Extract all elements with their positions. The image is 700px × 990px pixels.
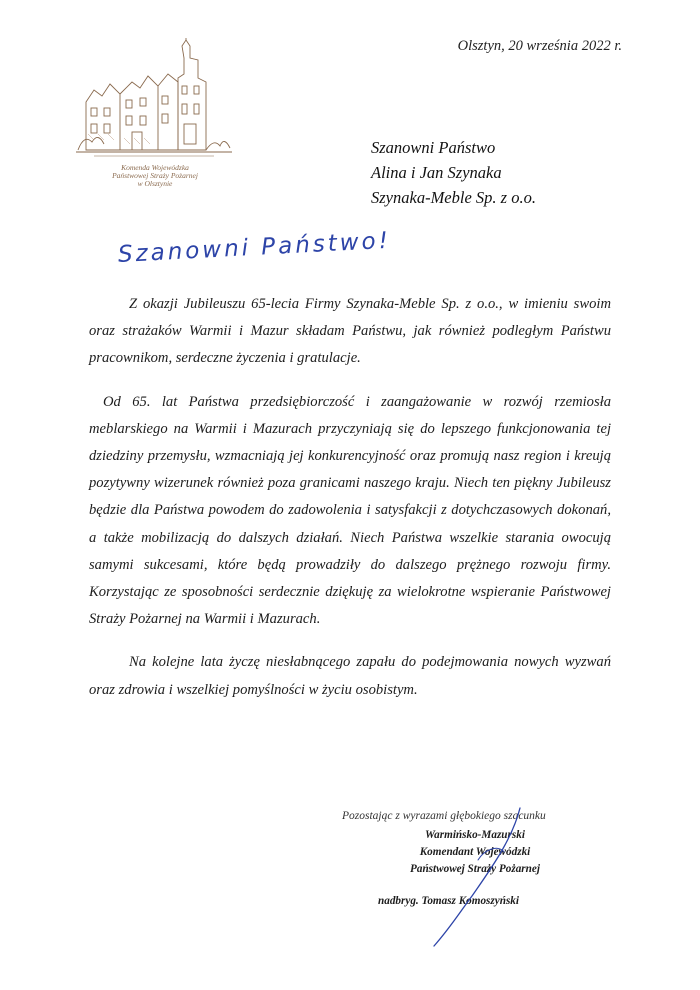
letter-date: Olsztyn, 20 września 2022 r. [457, 38, 622, 54]
handwritten-salutation [110, 228, 530, 288]
signatory-title-line: Warmińsko-Mazurski [425, 829, 525, 841]
body-paragraph: Z okazji Jubileuszu 65-lecia Firmy Szynaka-Meble Sp. z o.o., w imieniu swoim oraz strażaków Warmii i Mazur składam Państwu, jak również podległym Państwu pracownikom, serdeczne życzenia i gratulacje. [89, 296, 611, 367]
signer-name: nadbryg. Tomasz Komoszyński [378, 895, 520, 907]
salutation-text: Szanowni Państwo! [117, 227, 392, 268]
addressee-greeting: Szanowni Państwo [371, 138, 496, 157]
letterhead-caption-line: Państwowej Straży Pożarnej [112, 171, 198, 180]
letterhead-caption [90, 164, 220, 188]
handwritten-signature-icon [380, 800, 580, 960]
building-sketch-icon [74, 38, 234, 168]
letterhead-logo [74, 38, 234, 188]
letter-body [89, 291, 611, 720]
signatory-title-line: Komendant Wojewódzki [419, 846, 531, 858]
signatory-title-line: Państwowej Straży Pożarnej [410, 863, 540, 875]
addressee-names: Alina i Jan Szynaka [371, 163, 502, 182]
letterhead-caption-line: Komenda Wojewódzka [121, 163, 189, 172]
body-paragraph: Na kolejne lata życzę niesłabnącego zapału do podejmowania nowych wyzwań oraz zdrowia i wszelkiej pomyślności w życiu osobistym. [89, 654, 611, 698]
closing-phrase: Pozostając z wyrazami głębokiego szacunku [342, 810, 546, 822]
addressee-company: Szynaka-Meble Sp. z o.o. [371, 188, 536, 207]
letterhead-caption-line: w Olsztynie [137, 179, 173, 188]
addressee-block [371, 135, 536, 210]
body-paragraph: Od 65. lat Państwa przedsiębiorczość i zaangażowanie w rozwój rzemiosła meblarskiego na Warmii i Mazurach przyczyniają się do lepszego funkcjonowania tej dziedziny przemysłu, wzmacniają jej konkurencyjność oraz promują nasz region i kreują pozytywny wizerunek również poza granicami naszego kraju. Niech ten piękny Jubileusz będzie dla Państwa powodem do zadowolenia i satysfakcji z dotychczasowych dokonań, a także mobilizacją do dalszych działań. Niech Państwa wszelkie starania owocują samymi sukcesami, które będą prowadziły do dalszego prężnego rozwoju firmy. Korzystając ze sposobności serdecznie dziękuję za wielokrotne wspieranie Państwowej Straży Pożarnej na Warmii i Mazurach. [89, 393, 611, 628]
